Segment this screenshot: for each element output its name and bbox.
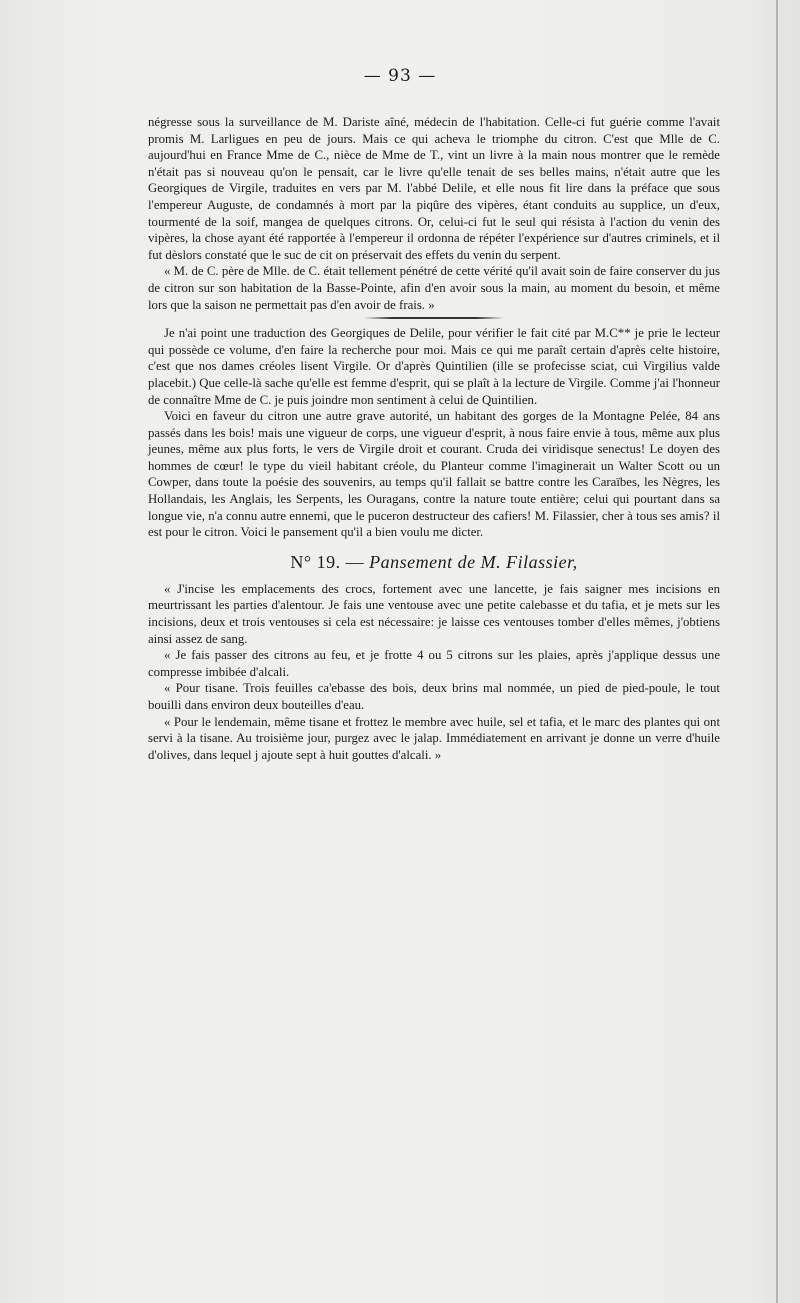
section-paragraph-1: « J'incise les emplacements des crocs, fortement avec une lancette, je fais saigner mes incisions en meurtrissant les parties d'alentour. Je fais une ventouse avec une petite calebasse et du tafia, et je mets sur les incisions, deux et trois ventouses si cela est nécessaire: je laisse ces ventouses tomber d'elles mêmes, j'obtiens ainsi assez de sang. [148,581,720,646]
page-number: — 93 — [363,66,437,86]
section-title: Pansement de M. Filassier, [369,551,578,572]
page-edge-line [776,0,778,1303]
paragraph-4: Voici en faveur du citron une autre grave autorité, un habitant des gorges de la Montagne Pelée, 84 ans passés dans les bois! mais une vigueur de corps, une vigueur d'esprit, à nous faire envie à tous, même aux plus jeunes, même aux plus forts, le vers de Virgile droit et courant. Cruda dei viridisque senectus! Le doyen des hommes de cœur! le type du vieil habitant créole, du Planteur comme l'imaginerait un Walter Scott ou un Cowper, dans toute la poésie des souvenirs, au temps qu'il fallait se battre contre les Caraïbes, les Nègres, les Hollandais, les Anglais, les Serpents, les Ouragans, contre la nature toute entière; celui qui pourtant dans sa longue vie, n'a connu autre ennemi, que le puceron destructeur des cafiers! M. Filassier, cher à tous ses amis? il est pour le citron. Voici le pansement qu'il a bien voulu me dicter. [148,409,720,540]
section-paragraph-4: « Pour le lendemain, même tisane et frottez le membre avec huile, sel et tafia, et le marc des plantes qui ont servi à la tisane. Au troisième jour, purgez avec le jalap. Immédiatement en arrivant je donne un verre d'huile d'olives, dans lequel j ajoute sept à huit gouttes d'alcali. » [148,714,720,762]
section-paragraph-2: « Je fais passer des citrons au feu, et je frotte 4 ou 5 citrons sur les plaies, après j'applique dessus une compresse imbibée d'alcali. [148,648,720,679]
section-number: N° 19. — [290,551,365,572]
paragraph-3: Je n'ai point une traduction des Georgiques de Delile, pour vérifier le fait cité par M.C** je prie le lecteur qui possède ce volume, d'en faire la recherche pour moi. Mais ce qui me paraît certain d'après celte histoire, c'est que nos dames créoles lisent Virgile. Or d'après Quintilien (ille se profecisse sciat, cui Virgilius valde placebit.) Que celle-là sache qu'elle est femme d'esprit, qui se plaît à la lecture de Virgile. Comme j'ai l'honneur de connaître Mme de C. je puis joindre mon sentiment à celui de Quintilien. [148,326,720,407]
paragraph-2: « M. de C. père de Mlle. de C. était tellement pénétré de cette vérité qu'il avait soin de faire conserver du jus de citron sur son habitation de la Basse-Pointe, afin d'en avoir sous la main, au moment du besoin, et même lors que la saison ne permettait pas d'en avoir de frais. » [148,264,720,312]
body-text [148,114,720,763]
separator-rule [364,317,504,319]
section-heading [148,551,720,573]
paragraph-1: négresse sous la surveillance de M. Dariste aîné, médecin de l'habitation. Celle-ci fut guérie comme l'avait promis M. Larligues en peu de jours. Mais ce qui acheva le triomphe du citron. C'est que Mlle de C. aujourd'hui en France Mme de C., nièce de Mme de T., vint un livre à la main nous montrer que le remède n'était pas si nouveau qu'on le pensait, car le livre qu'elle tenait de ses belles mains, n'était autre que les Georgiques de Virgile, traduites en vers par M. l'abbé Delile, et elle nous fit lire dans la préface que sous l'empereur Auguste, de condamnés à mort par la piqûre des vipères, étant conduits au supplice, un d'eux, tourmenté de la soif, mangea de quelques citrons. Or, celui-ci fut le seul qui résista à l'action du venin des vipères, la chose ayant été rapportée à l'empereur il ordonna de répéter l'expérience sur d'autres criminels, et il fut dèslors constaté que le suc de cit on préservait des effets du venin du serpent. [148,115,720,262]
section-paragraph-3: « Pour tisane. Trois feuilles ca'ebasse des bois, deux brins mal nommée, un pied de pied-poule, le tout bouilli dans environ deux bouteilles d'eau. [148,681,720,712]
